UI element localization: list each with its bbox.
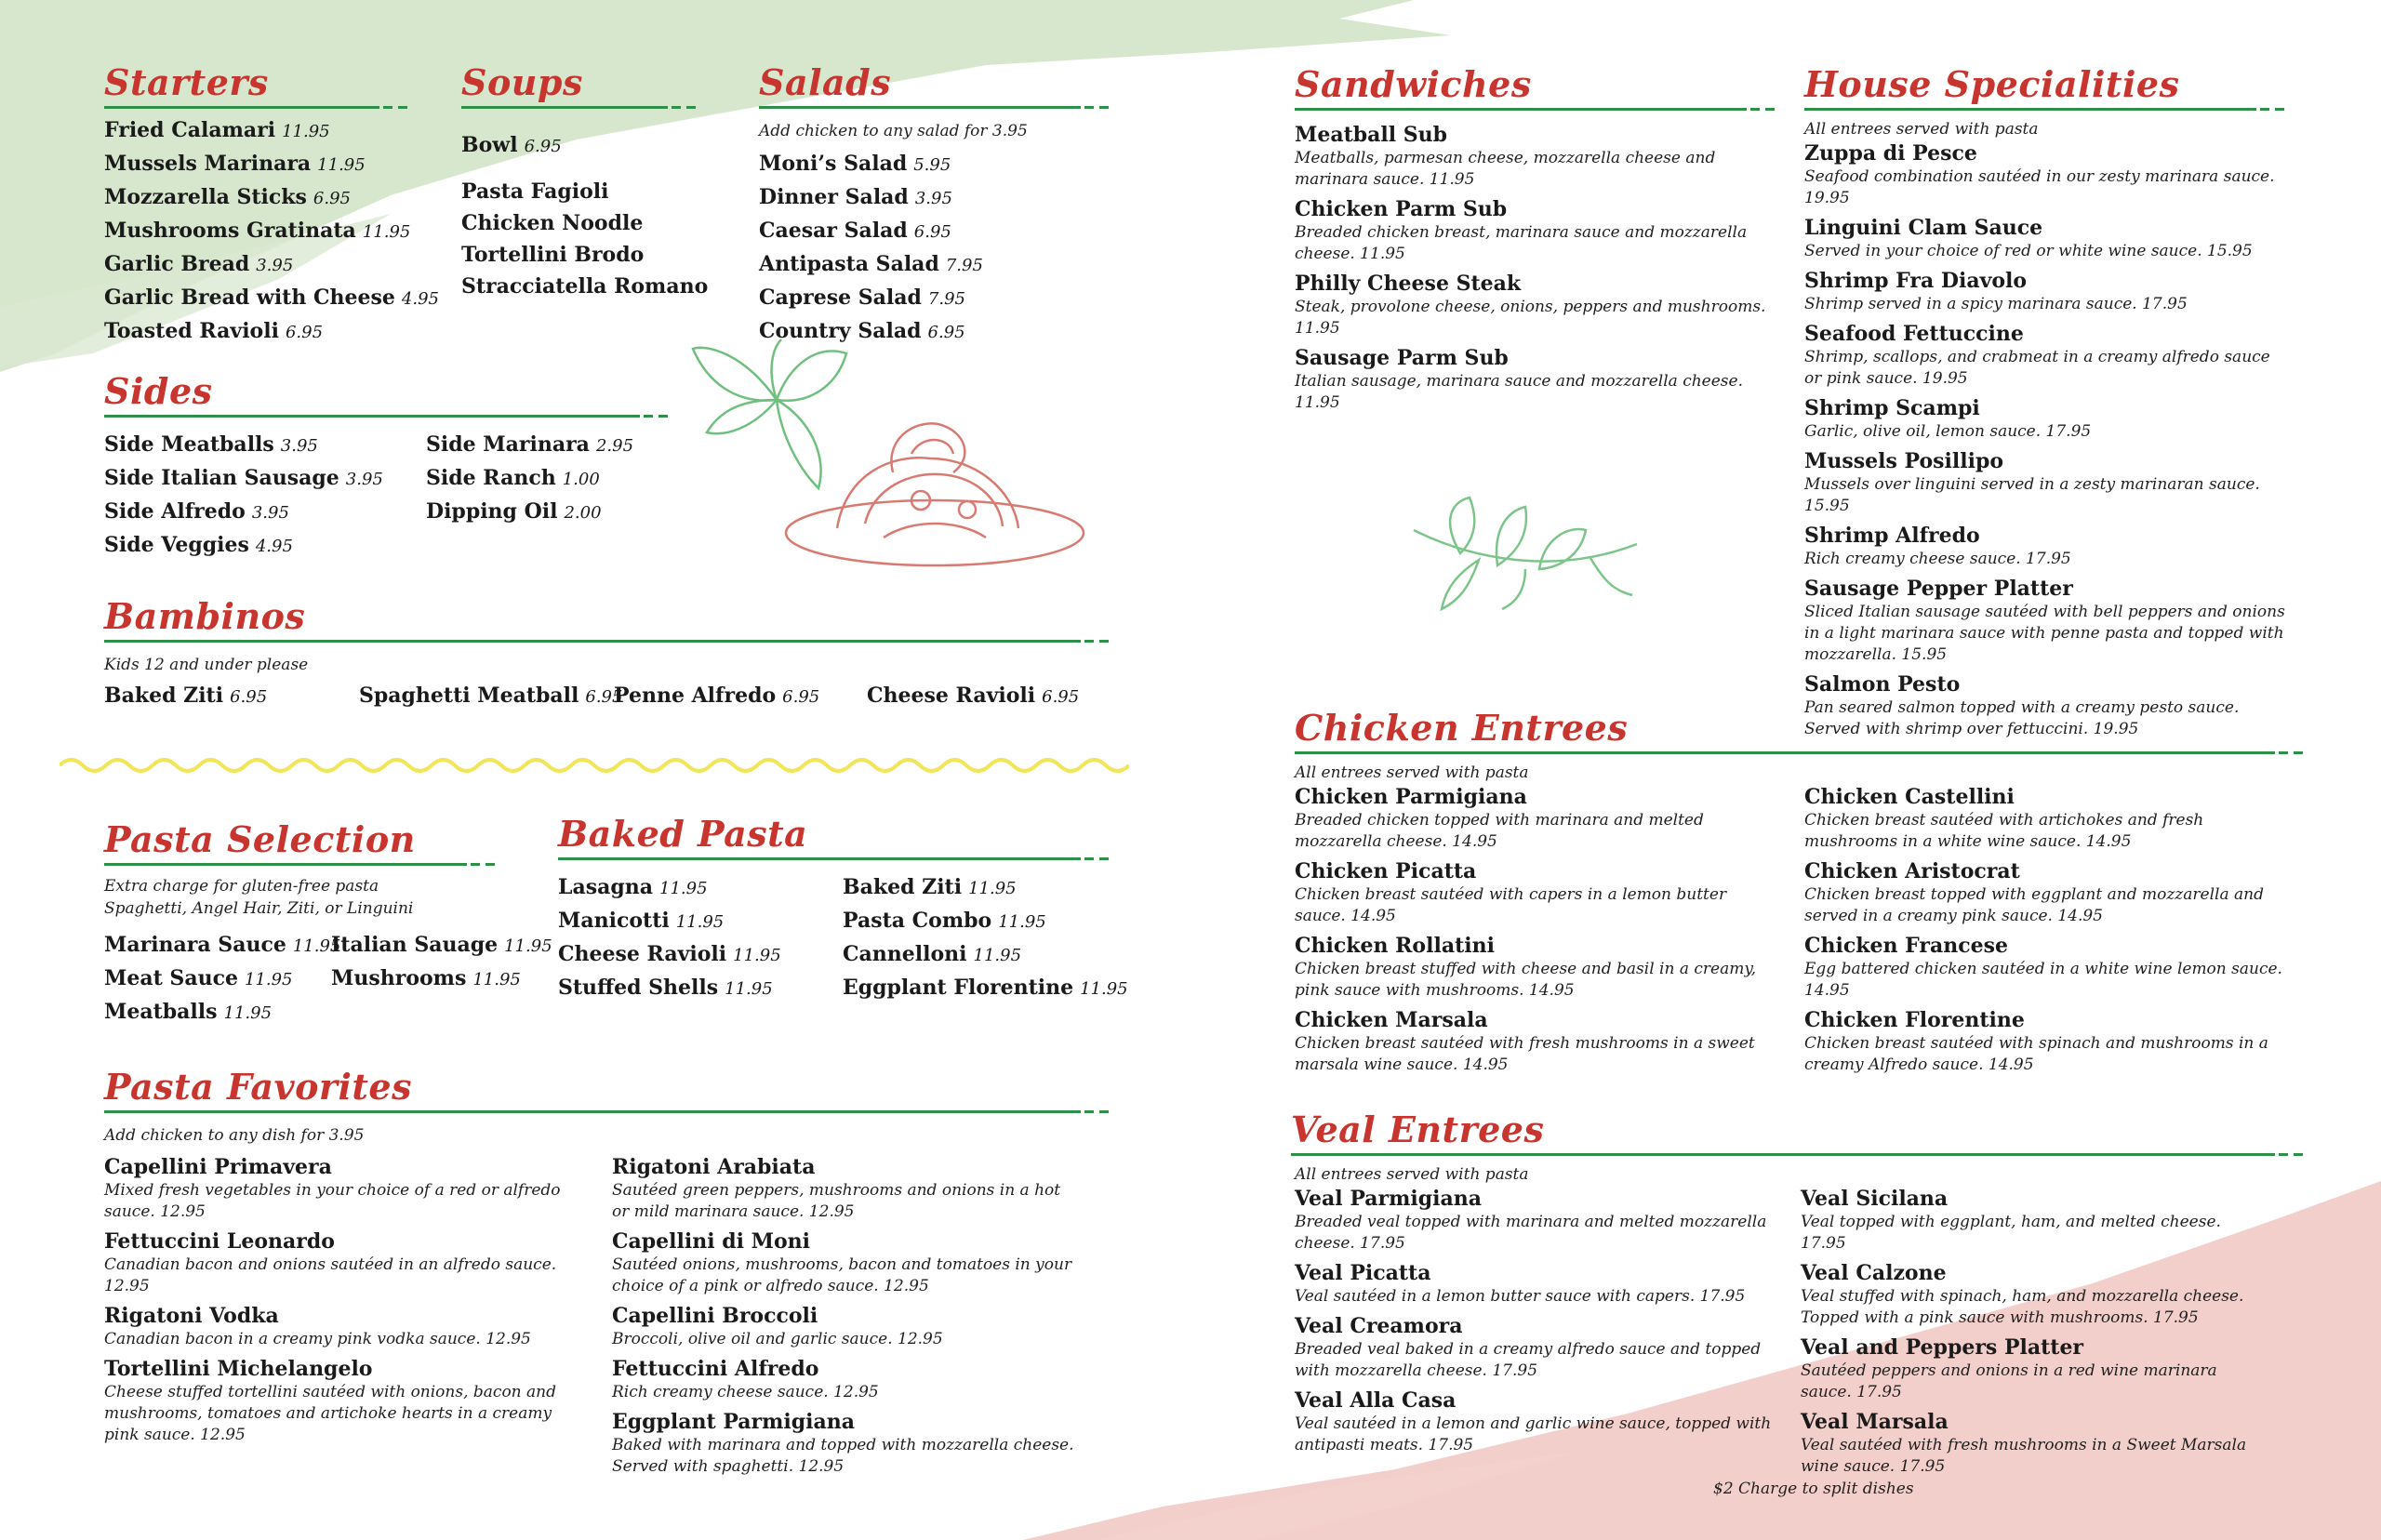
veal-right-column: [1801, 1186, 2266, 1478]
section-rule: [1295, 751, 2275, 754]
section-rule: [759, 106, 1081, 109]
menu-item: Pasta Fagioli: [461, 179, 609, 204]
chicken-entrees-section: [1295, 707, 2282, 1100]
pasta-selection-title: Pasta Selection: [104, 818, 416, 860]
menu-item: Lasagna 11.95: [558, 875, 708, 899]
menu-item: Salmon Pesto Pan seared salmon topped with a creamy pesto sauce. Served with shrimp over fettuccini. 19.95: [1804, 672, 2240, 738]
sides-left-column: [104, 429, 383, 563]
menu-item: Chicken Castellini Chicken breast sautéed with artichokes and fresh mushrooms in a white wine sauce. 14.95: [1804, 785, 2204, 851]
menu-item: Chicken Francese Egg battered chicken sautéed in a white wine lemon sauce. 14.95: [1804, 934, 2282, 1000]
menu-item: Penne Alfredo 6.95: [614, 684, 820, 708]
sides-title: Sides: [104, 370, 213, 412]
menu-item: Tortellini Michelangelo Cheese stuffed tortellini sautéed with onions, bacon and mushrooms, tomatoes and artichoke hearts in a creamy pink sauce. 12.95: [104, 1357, 556, 1444]
menu-item: Side Veggies 4.95: [104, 533, 293, 557]
bambinos-title: Bambinos: [104, 595, 306, 637]
olive-sprig-illustration: [1404, 493, 1646, 614]
menu-item: Moni’s Salad 5.95: [759, 152, 951, 176]
chicken-left-column: [1295, 784, 1778, 1076]
section-rule: [104, 863, 467, 866]
veal-entrees-title: Veal Entrees: [1291, 1109, 1545, 1150]
menu-item: Rigatoni Vodka Canadian bacon in a creamy pink vodka sauce. 12.95: [104, 1304, 531, 1348]
menu-item: Side Meatballs 3.95: [104, 432, 318, 457]
menu-item: Manicotti 11.95: [558, 909, 725, 933]
salads-title: Salads: [759, 61, 892, 103]
pasta-selection-left-column: [104, 929, 340, 1029]
menu-item: Dinner Salad 3.95: [759, 185, 952, 209]
menu-item: Chicken Aristocrat Chicken breast topped with eggplant and mozzarella and served in a creamy pink sauce. 14.95: [1804, 859, 2264, 925]
menu-item: Chicken Rollatini Chicken breast stuffed with cheese and basil in a creamy, pink sauce with mushrooms. 14.95: [1295, 934, 1757, 1000]
menu-item: Fried Calamari 11.95: [104, 118, 330, 142]
menu-item: Zuppa di Pesce Seafood combination sautéed in our zesty marinara sauce. 19.95: [1804, 141, 2275, 207]
menu-item: Eggplant Florentine 11.95: [843, 976, 1128, 1000]
menu-item: Veal Marsala Veal sautéed with fresh mushrooms in a Sweet Marsala wine sauce. 17.95: [1801, 1410, 2247, 1476]
menu-item: Mozzarella Sticks 6.95: [104, 185, 351, 209]
pasta-favorites-right-column: [612, 1148, 1081, 1478]
menu-item: Chicken Marsala Chicken breast sautéed with fresh mushrooms in a sweet marsala wine sauce. 14.95: [1295, 1008, 1755, 1074]
pasta-favorites-left-column: [104, 1148, 579, 1446]
menu-item: Mussels Posillipo Mussels over linguini served in a zesty marinaran sauce. 15.95: [1804, 449, 2260, 515]
menu-item: Sausage Pepper Platter Sliced Italian sausage sautéed with bell peppers and onions in a light marinara sauce with penne pasta and topped with mozzarella. 15.95: [1804, 577, 2285, 664]
chicken-entrees-note: All entrees served with pasta: [1295, 763, 1529, 782]
section-rule: [104, 415, 640, 418]
menu-item: Veal Creamora Breaded veal baked in a creamy alfredo sauce and topped with mozzarella cheese. 17.95: [1295, 1314, 1762, 1380]
section-rule: [558, 857, 1081, 860]
baked-pasta-section: [558, 813, 1128, 1002]
menu-item: Cheese Ravioli 11.95: [558, 942, 781, 966]
menu-item: Eggplant Parmigiana Baked with marinara and topped with mozzarella cheese. Served with spaghetti. 12.95: [612, 1410, 1074, 1476]
menu-item: Spaghetti Meatball 6.95: [359, 684, 623, 708]
menu-item: Veal and Peppers Platter Sautéed peppers and onions in a red wine marinara sauce. 17.95: [1801, 1335, 2217, 1401]
sandwiches-section: [1295, 63, 1766, 414]
bambinos-items: [104, 680, 1081, 711]
menu-item: Chicken Parm Sub Breaded chicken breast, marinara sauce and mozzarella cheese. 11.95: [1295, 197, 1748, 263]
menu-item: Side Alfredo 3.95: [104, 499, 289, 524]
menu-item: Dipping Oil 2.00: [426, 499, 602, 524]
menu-item: Baked Ziti 11.95: [843, 875, 1017, 899]
menu-item: Chicken Picatta Chicken breast sautéed with capers in a lemon butter sauce. 14.95: [1295, 859, 1727, 925]
menu-item: Side Italian Sausage 3.95: [104, 466, 383, 490]
sandwiches-title: Sandwiches: [1295, 63, 1532, 105]
menu-item: Veal Sicilana Veal topped with eggplant, ham, and melted cheese. 17.95: [1801, 1187, 2221, 1253]
soups-section: [461, 61, 709, 302]
sides-right-column: [426, 429, 633, 529]
section-rule: [1295, 108, 1747, 111]
menu-item: Garlic Bread with Cheese 4.95: [104, 285, 439, 310]
menu-item: Linguini Clam Sauce Served in your choice of red or white wine sauce. 15.95: [1804, 216, 2253, 260]
section-rule: [104, 640, 1081, 643]
bambinos-section: [104, 595, 1081, 711]
salads-note: Add chicken to any salad for 3.95: [759, 122, 1028, 140]
pasta-favorites-note: Add chicken to any dish for 3.95: [104, 1126, 365, 1145]
menu-item: Veal Picatta Veal sautéed in a lemon butter sauce with capers. 17.95: [1295, 1261, 1746, 1306]
menu-item: Bowl 6.95: [461, 133, 562, 157]
menu-item: Meatballs 11.95: [104, 1000, 273, 1024]
wavy-divider: [60, 751, 1129, 779]
section-rule: [461, 106, 668, 109]
pasta-favorites-title: Pasta Favorites: [104, 1066, 413, 1108]
house-specialities-note: All entrees served with pasta: [1804, 120, 2039, 139]
menu-item: Country Salad 6.95: [759, 319, 965, 343]
menu-item: Cheese Ravioli 6.95: [867, 684, 1080, 708]
chicken-entrees-title: Chicken Entrees: [1295, 707, 1629, 749]
sides-section: [104, 370, 640, 559]
baked-pasta-title: Baked Pasta: [558, 813, 808, 855]
menu-item: Mussels Marinara 11.95: [104, 152, 366, 176]
menu-item: Shrimp Fra Diavolo Shrimp served in a spicy marinara sauce. 17.95: [1804, 269, 2188, 313]
menu-item: Side Ranch 1.00: [426, 466, 600, 490]
menu-item: Sausage Parm Sub Italian sausage, marinara sauce and mozzarella cheese. 11.95: [1295, 346, 1743, 412]
menu-item: Antipasta Salad 7.95: [759, 252, 983, 276]
veal-entrees-note: All entrees served with pasta: [1295, 1165, 1529, 1184]
pasta-selection-note: Extra charge for gluten-free pasta: [104, 877, 379, 896]
pasta-selection-right-column: [331, 929, 552, 996]
starters-section: [104, 61, 439, 349]
menu-item: Mushrooms Gratinata 11.95: [104, 219, 411, 243]
menu-item: Veal Parmigiana Breaded veal topped with marinara and melted mozzarella cheese. 17.95: [1295, 1187, 1767, 1253]
baked-pasta-right-column: [843, 871, 1128, 1005]
menu-item: Chicken Florentine Chicken breast sautéed with spinach and mushrooms in a creamy Alfredo sauce. 14.95: [1804, 1008, 2268, 1074]
menu-item: Veal Calzone Veal stuffed with spinach, ham, and mozzarella cheese. Topped with a pink sauce with mushrooms. 17.95: [1801, 1261, 2244, 1327]
menu-item: Capellini di Moni Sautéed onions, mushrooms, bacon and tomatoes in your choice of a pink or alfredo sauce. 12.95: [612, 1229, 1072, 1295]
pasta-plate-illustration: [781, 417, 1088, 575]
menu-item: Chicken Parmigiana Breaded chicken topped with marinara and melted mozzarella cheese. 14.95: [1295, 785, 1704, 851]
menu-item: Caesar Salad 6.95: [759, 219, 951, 243]
menu-item: Philly Cheese Steak Steak, provolone cheese, onions, peppers and mushrooms. 11.95: [1295, 272, 1766, 338]
house-specialities-section: [1804, 63, 2285, 740]
split-charge-note: $2 Charge to split dishes: [1713, 1480, 1914, 1498]
pasta-selection-section: [104, 818, 552, 1031]
pasta-favorites-section: [104, 1066, 1081, 1476]
menu-item: Shrimp Scampi Garlic, olive oil, lemon sauce. 17.95: [1804, 396, 2092, 441]
bambinos-note: Kids 12 and under please: [104, 656, 309, 674]
section-rule: [1804, 108, 2256, 111]
section-rule: [1291, 1153, 2275, 1156]
salads-section: [759, 61, 1081, 349]
veal-left-column: [1295, 1186, 1778, 1456]
baked-pasta-left-column: [558, 871, 781, 1005]
menu-item: Veal Alla Casa Veal sautéed in a lemon and garlic wine sauce, topped with antipasti meats. 17.95: [1295, 1388, 1772, 1454]
menu-item: Fettuccini Alfredo Rich creamy cheese sauce. 12.95: [612, 1357, 879, 1401]
menu-item: Rigatoni Arabiata Sautéed green peppers, mushrooms and onions in a hot or mild marinara sauce. 12.95: [612, 1155, 1061, 1221]
menu-item: Pasta Combo 11.95: [843, 909, 1046, 933]
menu-item: Meat Sauce 11.95: [104, 966, 293, 990]
menu-item: Fettuccini Leonardo Canadian bacon and onions sautéed in an alfredo sauce. 12.95: [104, 1229, 557, 1295]
menu-item: Shrimp Alfredo Rich creamy cheese sauce. 17.95: [1804, 524, 2071, 568]
menu-item: Stuffed Shells 11.95: [558, 976, 773, 1000]
menu-item: Caprese Salad 7.95: [759, 285, 965, 310]
menu-item: Chicken Noodle: [461, 211, 644, 235]
menu-item: Capellini Primavera Mixed fresh vegetables in your choice of a red or alfredo sauce. 12.95: [104, 1155, 561, 1221]
starters-title: Starters: [104, 61, 269, 103]
menu-item: Meatball Sub Meatballs, parmesan cheese, mozzarella cheese and marinara sauce. 11.95: [1295, 123, 1716, 189]
menu-item: Toasted Ravioli 6.95: [104, 319, 324, 343]
house-specialities-title: House Specialities: [1804, 63, 2180, 105]
section-rule: [104, 106, 379, 109]
soups-title: Soups: [461, 61, 583, 103]
menu-item: Baked Ziti 6.95: [104, 684, 268, 708]
veal-entrees-section: [1291, 1109, 2275, 1493]
menu-item: Tortellini Brodo: [461, 243, 645, 267]
menu-item: Italian Sauage 11.95: [331, 933, 552, 957]
pasta-selection-note-2: Spaghetti, Angel Hair, Ziti, or Linguini: [104, 899, 414, 918]
menu-item: Mushrooms 11.95: [331, 966, 521, 990]
section-rule: [104, 1110, 1081, 1113]
chicken-right-column: [1804, 784, 2288, 1076]
menu-item: Capellini Broccoli Broccoli, olive oil and garlic sauce. 12.95: [612, 1304, 943, 1348]
menu-item: Seafood Fettuccine Shrimp, scallops, and crabmeat in a creamy alfredo sauce or pink sauce. 19.95: [1804, 322, 2270, 388]
menu-item: Side Marinara 2.95: [426, 432, 634, 457]
menu-item: Cannelloni 11.95: [843, 942, 1022, 966]
menu-item: Garlic Bread 3.95: [104, 252, 294, 276]
menu-item: Stracciatella Romano: [461, 274, 709, 299]
menu-item: Marinara Sauce 11.95: [104, 933, 341, 957]
